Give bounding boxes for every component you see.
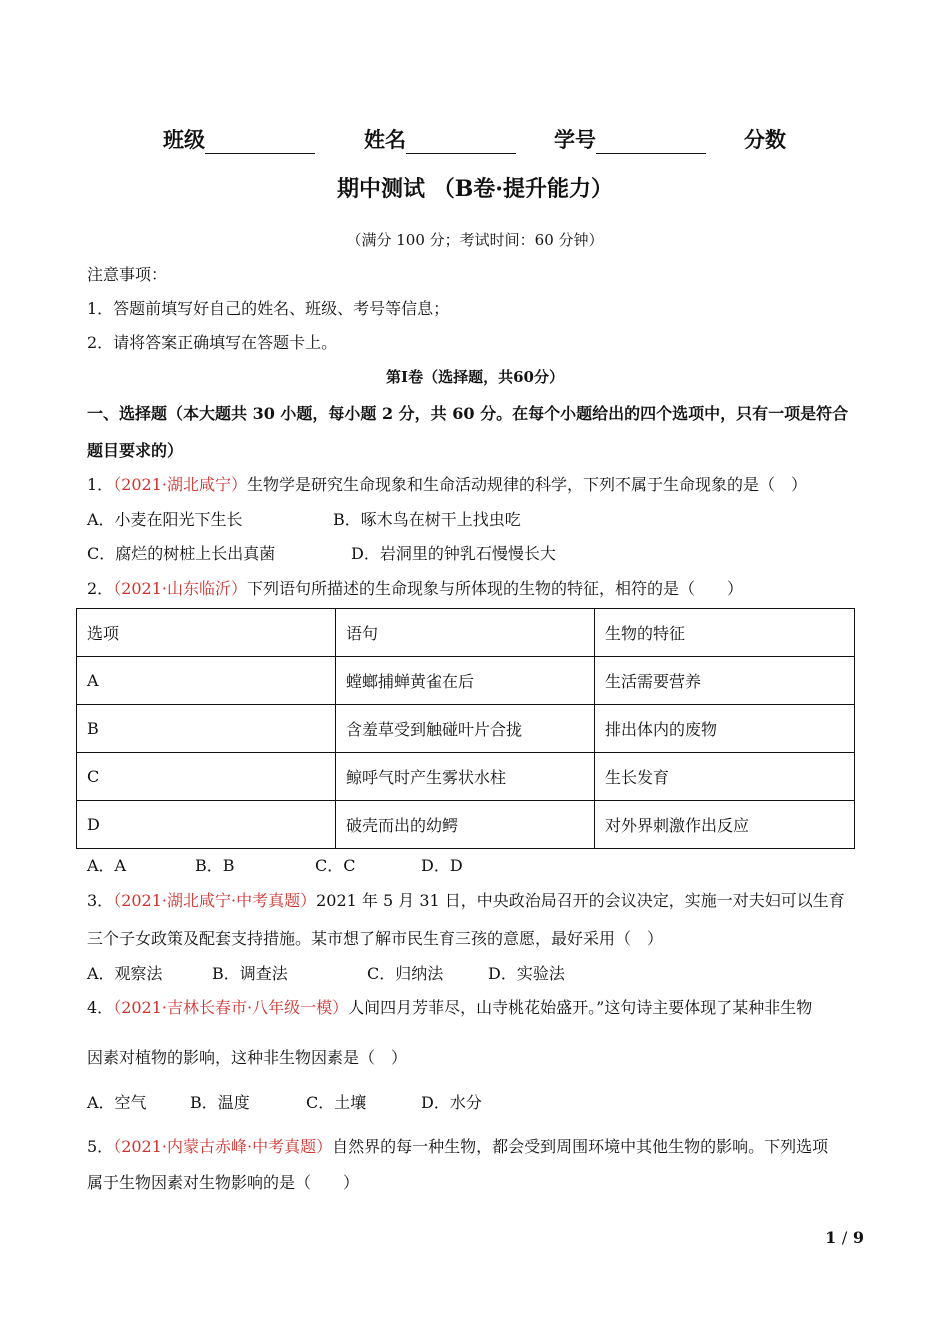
- number-blank: [596, 131, 706, 154]
- page-current: 1: [825, 1228, 837, 1247]
- table-header: 选项: [77, 609, 336, 657]
- question-source: （2021·湖北咸宁）: [113, 475, 247, 494]
- table-cell: 对外界刺激作出反应: [595, 801, 855, 849]
- table-cell: 生活需要营养: [595, 657, 855, 705]
- table-cell: 含羞草受到触碰叶片合拢: [336, 705, 595, 753]
- question-source: （2021·山东临沂）: [113, 579, 247, 598]
- table-header: 生物的特征: [595, 609, 855, 657]
- table-cell: A: [77, 657, 336, 705]
- question-5: [87, 1134, 828, 1157]
- table-cell: 鲸呼气时产生雾状水柱: [336, 753, 595, 801]
- table-row: [77, 753, 855, 801]
- table-row: [77, 657, 855, 705]
- table-cell: 螳螂捕蝉黄雀在后: [336, 657, 595, 705]
- question-text: 生物学是研究生命现象和生命活动规律的科学，下列不属于生命现象的是（ ）: [247, 475, 808, 494]
- note-item: 2．请将答案正确填写在答题卡上。: [87, 333, 338, 352]
- table-row: [77, 801, 855, 849]
- name-field: [364, 124, 516, 154]
- option-b: B．啄木鸟在树干上找虫吃: [333, 510, 521, 529]
- option-b: B．B: [195, 856, 235, 875]
- class-label: 班级: [163, 127, 205, 152]
- question-source: （2021·内蒙古赤峰·中考真题）: [113, 1137, 333, 1156]
- number-label: 学号: [554, 127, 596, 152]
- question-number: 5．: [87, 1137, 114, 1156]
- question-4: [87, 995, 812, 1018]
- table-cell: D: [77, 801, 336, 849]
- option-d: D．岩洞里的钟乳石慢慢长大: [351, 544, 556, 563]
- option-d: D．实验法: [488, 964, 565, 983]
- question-1: [87, 472, 807, 495]
- question-number: 1．: [87, 475, 114, 494]
- section-title: 第I卷（选择题，共60分）: [386, 368, 564, 386]
- class-field: [163, 124, 315, 154]
- number-field: [554, 124, 706, 154]
- score-field: [744, 124, 786, 154]
- table-header: 语句: [336, 609, 595, 657]
- part-one-instructions: 一、选择题（本大题共 30 小题，每小题 2 分，共 60 分。在每个小题给出的四个选项中，只有一项是符合: [87, 404, 849, 423]
- option-a: A．A: [87, 856, 127, 875]
- table-cell: B: [77, 705, 336, 753]
- name-blank: [406, 131, 516, 154]
- option-a: A．观察法: [87, 964, 163, 983]
- part-one-instructions-cont: 题目要求的）: [87, 441, 184, 460]
- option-b: B．调查法: [212, 964, 288, 983]
- question-number: 4．: [87, 998, 114, 1017]
- name-label: 姓名: [364, 127, 406, 152]
- option-c: C．腐烂的树桩上长出真菌: [87, 544, 276, 563]
- page-sep: /: [841, 1228, 848, 1247]
- question-2: [87, 576, 743, 599]
- option-c: C．土壤: [306, 1093, 367, 1112]
- page-total: 9: [852, 1228, 864, 1247]
- notes-heading: 注意事项：: [87, 265, 168, 284]
- note-item: 1．答题前填写好自己的姓名、班级、考号等信息；: [87, 299, 450, 318]
- page-title: 期中测试 （B卷·提升能力）: [337, 176, 613, 202]
- question-3: [87, 888, 845, 911]
- question-text-cont: 属于生物因素对生物影响的是（ ）: [87, 1173, 360, 1192]
- option-d: D．水分: [421, 1093, 482, 1112]
- option-a: A．小麦在阳光下生长: [87, 510, 243, 529]
- option-d: D．D: [421, 856, 463, 875]
- page-indicator: [825, 1228, 864, 1247]
- options-table: [76, 608, 855, 849]
- question-source: （2021·吉林长春市·八年级一模）: [113, 998, 349, 1017]
- exam-subtitle: （满分 100 分；考试时间：60 分钟）: [346, 231, 604, 249]
- table-row: [77, 705, 855, 753]
- question-number: 3．: [87, 891, 114, 910]
- question-text-cont: 三个子女政策及配套支持措施。某市想了解市民生育三孩的意愿，最好采用（ ）: [87, 929, 664, 948]
- table-header-row: [77, 609, 855, 657]
- table-cell: 破壳而出的幼鳄: [336, 801, 595, 849]
- option-c: C．归纳法: [367, 964, 444, 983]
- question-text: 下列语句所描述的生命现象与所体现的生物的特征，相符的是（ ）: [247, 579, 744, 598]
- table-cell: 排出体内的废物: [595, 705, 855, 753]
- question-source: （2021·湖北咸宁·中考真题）: [113, 891, 317, 910]
- option-a: A．空气: [87, 1093, 147, 1112]
- table-cell: C: [77, 753, 336, 801]
- option-c: C．C: [315, 856, 356, 875]
- option-b: B．温度: [190, 1093, 250, 1112]
- question-text: 2021 年 5 月 31 日，中央政治局召开的会议决定，实施一对夫妇可以生育: [316, 891, 845, 910]
- class-blank: [205, 131, 315, 154]
- table-cell: 生长发育: [595, 753, 855, 801]
- question-text: 人间四月芳菲尽，山寺桃花始盛开。”这句诗主要体现了某种非生物: [348, 998, 813, 1017]
- score-label: 分数: [744, 127, 786, 152]
- question-number: 2．: [87, 579, 114, 598]
- question-text: 自然界的每一种生物，都会受到周围环境中其他生物的影响。下列选项: [332, 1137, 829, 1156]
- question-text-cont: 因素对植物的影响，这种非生物因素是（ ）: [87, 1048, 408, 1067]
